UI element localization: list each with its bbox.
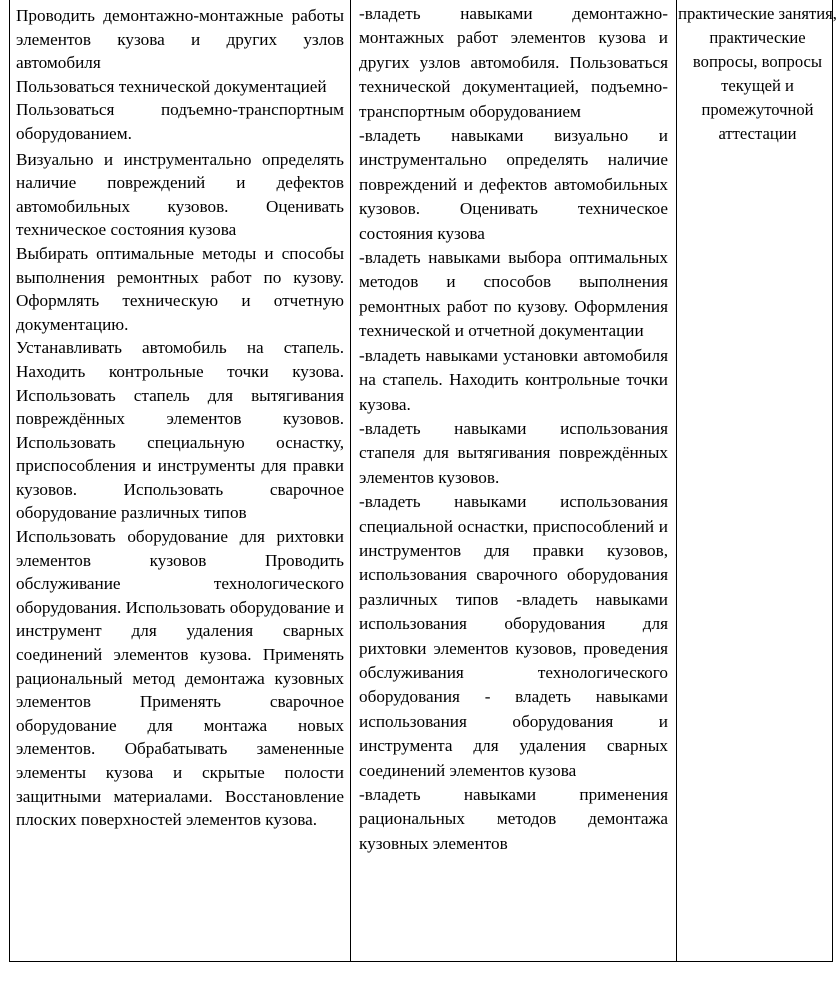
skill-paragraph: Пользоваться технической документацией [16,76,327,96]
assessment-forms-cell [677,0,837,962]
practical-experience-cell [351,0,677,962]
skill-paragraph: Использовать оборудование для рихтовки элементов кузовов Проводить обслуживание технологического оборудования. Использовать оборудование и инструмент для удаления сварных соединений элементов кузова. Применять рациональный метод демонтажа кузовных элементов Применять сварочное оборудование для монтажа новых элементов. Обрабатывать замененные элементы кузова и скрытые полости защитными материалами. Восстановление плоских поверхностей элементов кузова. [16,527,344,830]
skill-paragraph: Проводить демонтажно-монтажные работы элементов кузова и других узлов автомобиля [16,6,344,73]
competency-table [9,0,837,962]
experience-paragraph: -владеть навыками визуально и инструментально определять наличие повреждений и дефектов автомобильных кузовов. Оценивать техническое состояния кузова [359,126,668,243]
skill-paragraph: Пользоваться подъемно-транспортным оборудованием. [16,100,344,143]
experience-paragraph: -владеть навыками использования стапеля для вытягивания повреждённых элементов кузовов. [359,418,668,487]
skill-paragraph: Визуально и инструментально определять наличие повреждений и дефектов автомобильных кузовов. Оценивать техническое состояния кузова [16,149,344,240]
experience-paragraph: -владеть навыками выбора оптимальных методов и способов выполнения ремонтных работ по кузову. Оформления технической и отчетной документации [359,248,668,341]
skill-paragraph: Устанавливать автомобиль на стапель. Находить контрольные точки кузова. Использовать стапель для вытягивания повреждённых элементов кузовов. Использовать специальную оснастку, приспособления и инструменты для правки кузовов. Использовать сварочное оборудование различных типов [16,338,344,523]
experience-paragraph: -владеть навыками демонтажно-монтажных работ элементов кузова и других узлов автомобиля. Пользоваться технической документацией, подъемно-транспортным оборудованием [359,4,668,121]
experience-paragraph: -владеть навыками использования специальной оснастки, приспособлений и инструментов для правки кузовов, использования сварочного оборудования различных типов -владеть навыками использования оборудования для рихтовки элементов кузовов, проведения обслуживания технологического оборудования - владеть навыками использования оборудования и инструмента для удаления сварных соединений элементов кузова [359,492,668,780]
skill-paragraph: Выбирать оптимальные методы и способы выполнения ремонтных работ по кузову. Оформлять техническую и отчетную документацию. [16,243,344,334]
assessment-forms-text: практические занятия, практические вопросы, вопросы текущей и промежуточной аттестации [678,4,837,144]
skills-cell [10,0,351,962]
experience-paragraph: -владеть навыками применения рациональных методов демонтажа кузовных элементов [359,785,668,853]
experience-paragraph: -владеть навыками установки автомобиля на стапель. Находить контрольные точки кузова. [359,345,668,414]
table-row [10,0,833,962]
